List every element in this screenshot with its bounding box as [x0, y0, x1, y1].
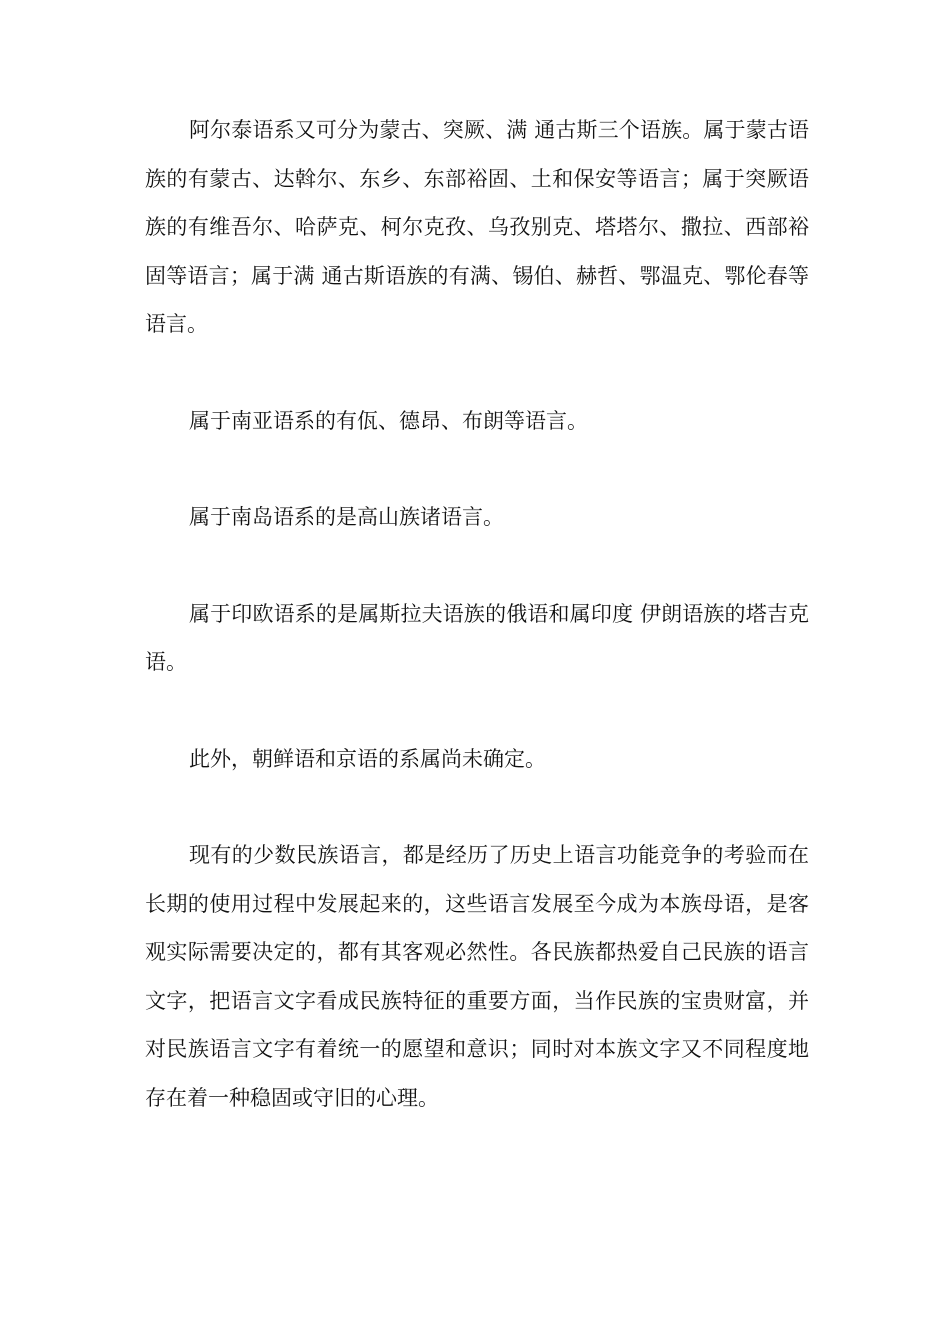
paragraph-indo-european: 属于印欧语系的是属斯拉夫语族的俄语和属印度 伊朗语族的塔吉克语。 [145, 601, 809, 674]
paragraph-minority-languages: 现有的少数民族语言，都是经历了历史上语言功能竞争的考验而在长期的使用过程中发展起来的，这些语言发展至今成为本族母语，是客观实际需要决定的，都有其客观必然性。各民族都热爱自己民族的语言文字，把语言文字看成民族特征的重要方面，当作民族的宝贵财富，并对民族语言文字有着统一的愿望和意识；同时对本族文字又不同程度地存在着一种稳固或守旧的心理。 [145, 843, 809, 1110]
paragraph-austroasiatic: 属于南亚语系的有佤、德昂、布朗等语言。 [189, 408, 588, 433]
paragraph-austronesian: 属于南岛语系的是高山族诸语言。 [189, 505, 504, 529]
document-body [145, 106, 809, 1122]
paragraph-altaic: 阿尔泰语系又可分为蒙古、突厥、满 通古斯三个语族。属于蒙古语族的有蒙古、达斡尔、东乡、东部裕固、土和保安等语言；属于突厥语族的有维吾尔、哈萨克、柯尔克孜、乌孜别克、塔塔尔、撒拉、西部裕固等语言；属于满 通古斯语族的有满、锡伯、赫哲、鄂温克、鄂伦春等语言。 [145, 118, 809, 336]
paragraph-undetermined: 此外，朝鲜语和京语的系属尚未确定。 [189, 746, 546, 771]
